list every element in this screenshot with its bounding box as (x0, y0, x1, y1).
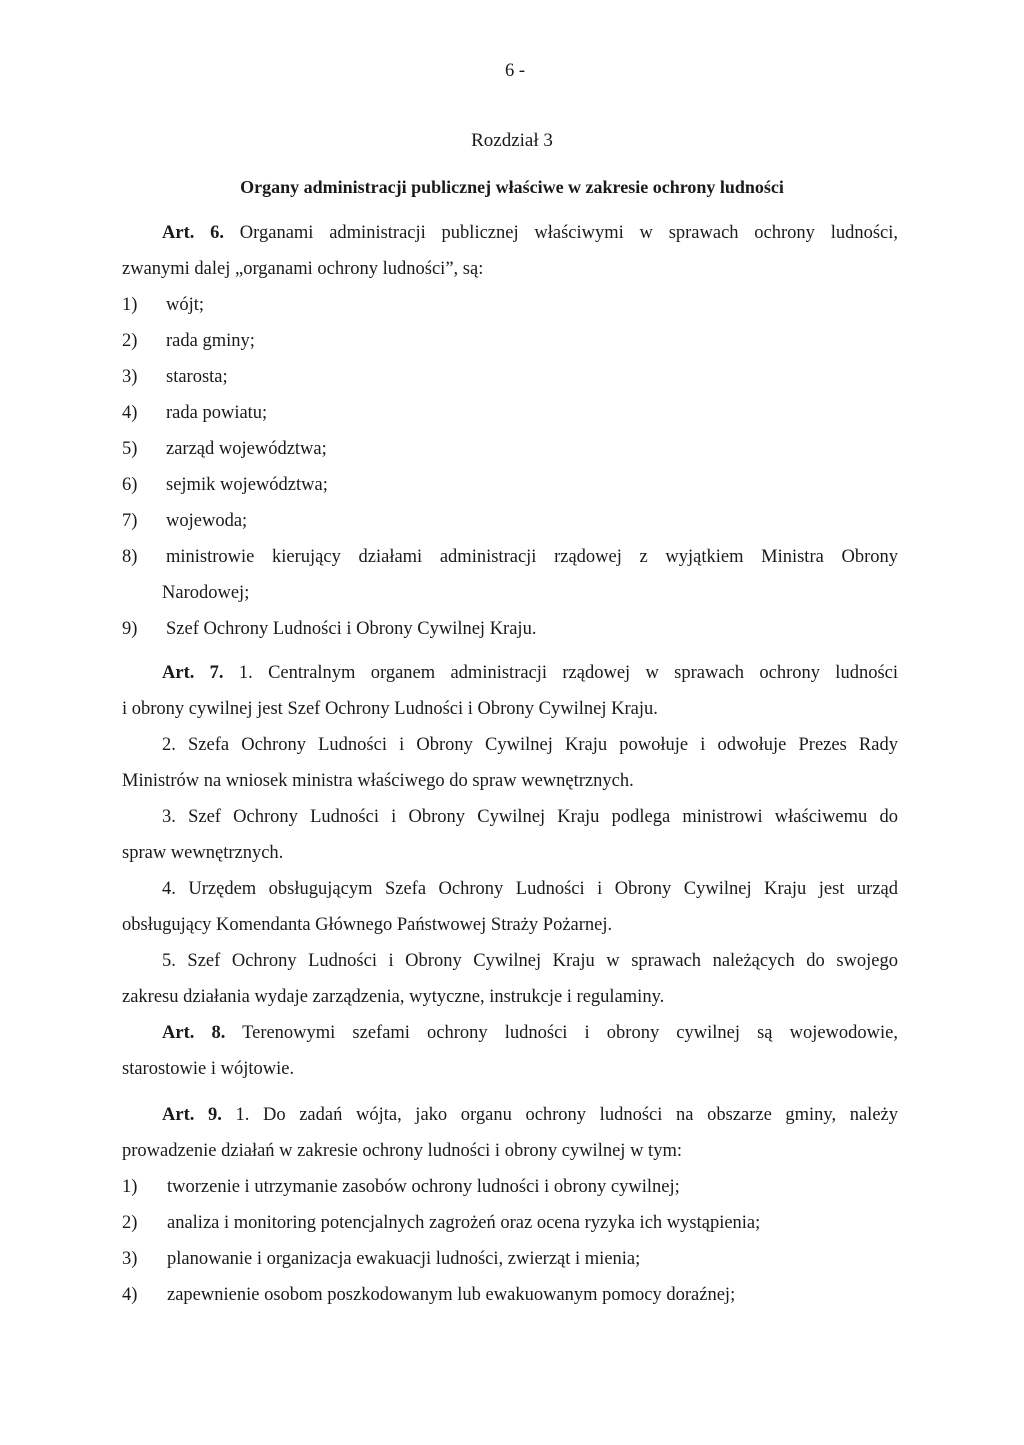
art6-list-item: 1) wójt; (122, 295, 205, 315)
art9-label: Art. 9. (162, 1105, 222, 1125)
art6-list-item: 3) starosta; (122, 367, 228, 387)
art7-label: Art. 7. (162, 663, 224, 683)
art6-list-item: 4) rada powiatu; (122, 403, 268, 423)
art7-paragraph4-line1: 4. Urzędem obsługującym Szefa Ochrony Ludności i Obrony Cywilnej Kraju jest urząd (162, 879, 898, 899)
art7-paragraph2-line1: 2. Szefa Ochrony Ludności i Obrony Cywilnej Kraju powołuje i odwołuje Prezes Rady (162, 735, 898, 755)
art6-list-item: 6) sejmik województwa; (122, 475, 328, 495)
art6-list-item: 7) wojewoda; (122, 511, 248, 531)
art7-paragraph5-line1: 5. Szef Ochrony Ludności i Obrony Cywilnej Kraju w sprawach należących do swojego (162, 951, 898, 971)
art9-list-item: 1) tworzenie i utrzymanie zasobów ochrony ludności i obrony cywilnej; (122, 1177, 680, 1197)
art7-paragraph2-line2: Ministrów na wniosek ministra właściwego do spraw wewnętrznych. (122, 771, 634, 791)
art7-paragraph4-line2: obsługujący Komendanta Głównego Państwowej Straży Pożarnej. (122, 915, 613, 935)
art8-paragraph-line2: starostowie i wójtowie. (122, 1059, 295, 1079)
art6-paragraph-line2: zwanymi dalej „organami ochrony ludności”, są: (122, 259, 484, 279)
art6-text-line1: Organami administracji publicznej właściwymi w sprawach ochrony ludności, (239, 223, 899, 243)
art6-list-item: 9) Szef Ochrony Ludności i Obrony Cywilnej Kraju. (122, 619, 537, 639)
art6-list-item-continuation: Narodowej; (162, 583, 250, 603)
chapter-title: Rozdział 3 (471, 130, 553, 151)
art9-paragraph-line1: Art. 9. 1. Do zadań wójta, jako organu ochrony ludności na obszarze gminy, należy (162, 1105, 898, 1125)
art7-paragraph3-line2: spraw wewnętrznych. (122, 843, 284, 863)
art9-list-item: 4) zapewnienie osobom poszkodowanym lub ewakuowanym pomocy doraźnej; (122, 1285, 736, 1305)
page-number: 6 - (505, 61, 526, 81)
art7-paragraph1-line2: i obrony cywilnej jest Szef Ochrony Ludności i Obrony Cywilnej Kraju. (122, 699, 658, 719)
art6-label: Art. 6. (162, 223, 225, 243)
art6-list-item: 8) ministrowie kierujący działami administracji rządowej z wyjątkiem Ministra Obrony (122, 547, 898, 567)
art7-paragraph5-line2: zakresu działania wydaje zarządzenia, wytyczne, instrukcje i regulaminy. (122, 987, 665, 1007)
art8-paragraph-line1: Art. 8. Terenowymi szefami ochrony ludności i obrony cywilnej są wojewodowie, (162, 1023, 898, 1043)
art6-list-item: 5) zarząd województwa; (122, 439, 327, 459)
art6-paragraph-line1 (162, 222, 898, 244)
chapter-subtitle: Organy administracji publicznej właściwe w zakresie ochrony ludności (240, 177, 784, 197)
art7-paragraph3-line1: 3. Szef Ochrony Ludności i Obrony Cywilnej Kraju podlega ministrowi właściwemu do (162, 807, 898, 827)
art6-list-item: 2) rada gminy; (122, 331, 255, 351)
art9-list-item: 2) analiza i monitoring potencjalnych zagrożeń oraz ocena ryzyka ich wystąpienia; (122, 1213, 761, 1233)
art7-paragraph1-line1: Art. 7. 1. Centralnym organem administracji rządowej w sprawach ochrony ludności (162, 663, 899, 683)
art8-label: Art. 8. (162, 1023, 226, 1043)
art9-paragraph-line2: prowadzenie działań w zakresie ochrony ludności i obrony cywilnej w tym: (122, 1141, 682, 1161)
art9-list-item: 3) planowanie i organizacja ewakuacji ludności, zwierząt i mienia; (122, 1249, 641, 1269)
